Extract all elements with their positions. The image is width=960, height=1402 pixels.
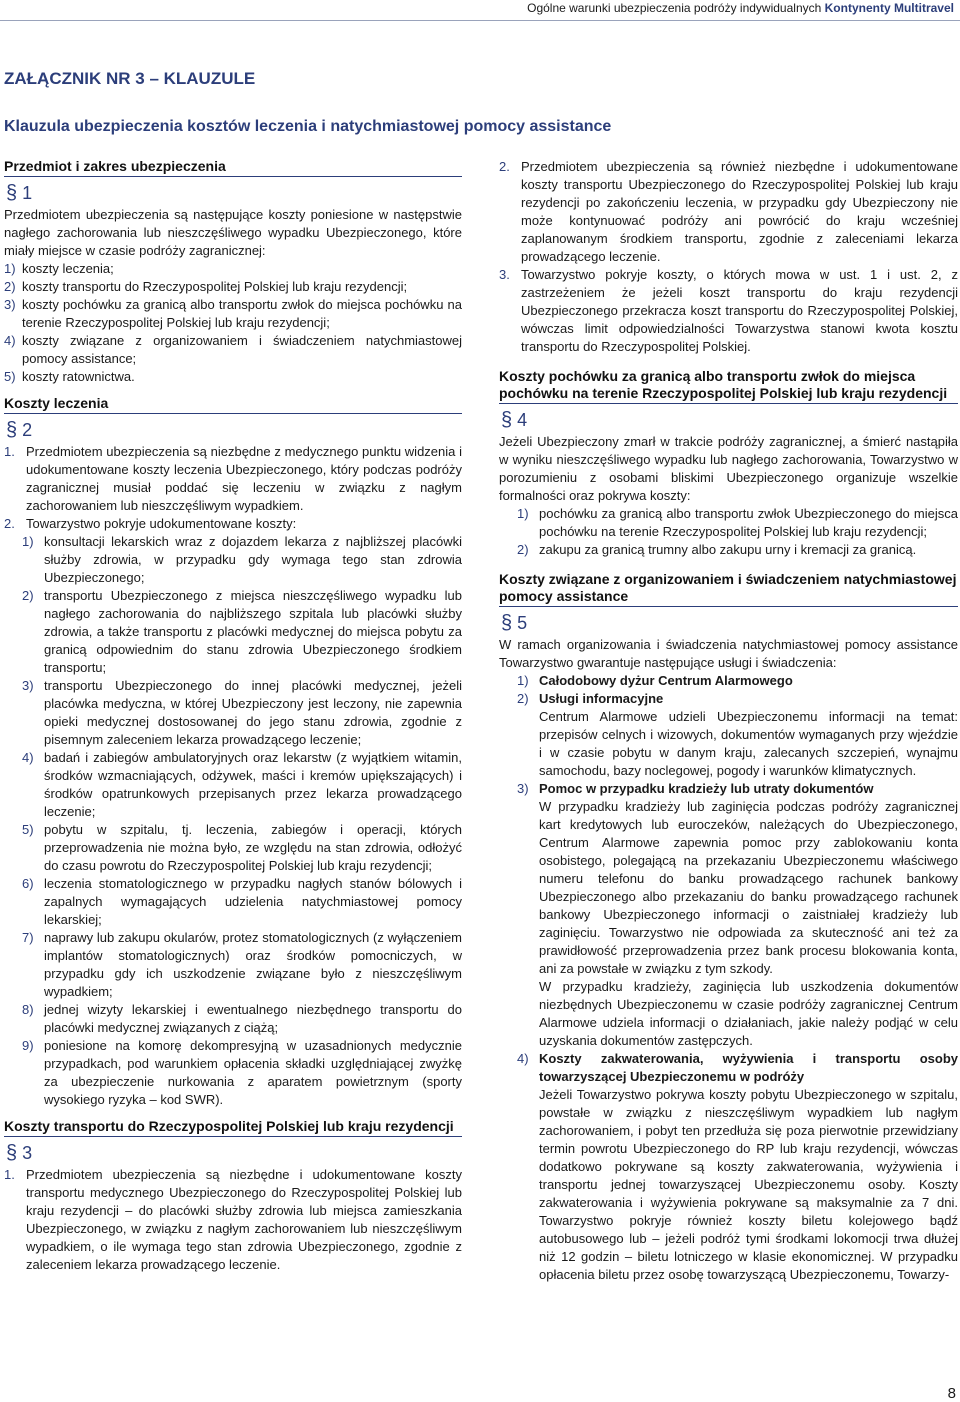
list-item bbox=[499, 672, 958, 690]
list-item bbox=[4, 1037, 462, 1109]
paragraph-2-sublist bbox=[4, 533, 462, 1109]
paragraph-number-5: § 5 bbox=[501, 612, 528, 634]
list-item bbox=[4, 296, 462, 332]
list-item bbox=[4, 260, 462, 278]
list-item-number: 4) bbox=[4, 333, 16, 348]
list-item-number: 2) bbox=[22, 588, 34, 603]
paragraph-number-4: § 4 bbox=[501, 409, 528, 431]
paragraph-5-list bbox=[499, 672, 958, 1284]
list-item bbox=[4, 332, 462, 368]
list-item-text: pochówku za granicą albo transportu zwłok Ubezpieczonego do miejsca pochówku na terenie Rzeczypospolitej Polskiej lub kraju rezydencji; bbox=[539, 506, 958, 539]
list-item-number: 2) bbox=[517, 542, 529, 557]
list-item-number: 5) bbox=[4, 369, 16, 384]
list-item-heading: Usługi informacyjne bbox=[539, 691, 664, 706]
section-heading-transport: Koszty transportu do Rzeczypospolitej Polskiej lub kraju rezydencji bbox=[4, 1118, 462, 1137]
list-item: 1. Przedmiotem ubezpieczenia są niezbędne i udokumentowane koszty transportu medycznego Ubezpieczonego do Rzeczypospolitej Polskiej lub kraju rezydencji – do placówki służby zdrowia lub miejsca zamieszkania Ubezpieczonego, w związku z nagłym zachorowaniem lub nieszczęśliwym wypadkiem, o ile wymaga tego stan zdrowia Ubezpieczonego, zgodnie z zaleceniem lekarza prowadzącego leczenie. bbox=[4, 1167, 462, 1272]
header-rule bbox=[0, 20, 960, 21]
paragraph-1-intro: Przedmiotem ubezpieczenia są następujące koszty poniesione w następstwie nagłego zachorowania lub nieszczęśliwego wypadku Ubezpieczonego, które miały miejsce w czasie podróży zagranicznej: bbox=[4, 207, 462, 258]
header-product: Kontynenty Multitravel bbox=[824, 1, 954, 15]
list-item-text: transportu Ubezpieczonego z miejsca nieszczęśliwego wypadku lub nagłego zachorowania do najbliższego szpitala lub placówki służby zdrowia, a także transportu z placówki medycznej do miejsca pobytu za granicą odpowiednim do stanu zdrowia Ubezpieczonego środkiem transportu; bbox=[44, 588, 462, 675]
list-item-number: 2) bbox=[517, 691, 529, 706]
list-item-number: 7) bbox=[22, 930, 34, 945]
list-item-number: 1) bbox=[517, 673, 529, 688]
list-item-number: 4) bbox=[517, 1051, 529, 1066]
page-title: ZAŁĄCZNIK NR 3 – KLAUZULE bbox=[4, 69, 256, 88]
list-item-number: 3) bbox=[517, 781, 529, 796]
list-item-text: jednej wizyty lekarskiej i ewentualnego niezbędnego transportu do placówki medycznej związanych z ciążą; bbox=[44, 1002, 462, 1035]
list-item bbox=[4, 875, 462, 929]
list-item: 1. Przedmiotem ubezpieczenia są niezbędne z medycznego punktu widzenia i udokumentowane koszty leczenia Ubezpieczonego, który podczas podróży zagranicznej musiał poddać się leczeniu w związku z nagłym zachorowaniem lub nieszczęśliwym wypadkiem. bbox=[4, 444, 462, 513]
list-item bbox=[4, 278, 462, 296]
left-column bbox=[4, 158, 462, 1274]
list-item bbox=[499, 505, 958, 541]
paragraph-5-intro: W ramach organizowania i świadczenia natychmiastowej pomocy assistance Towarzystwo gwarantuje następujące usługi i świadczenia: bbox=[499, 637, 958, 670]
list-item-text: koszty transportu do Rzeczypospolitej Polskiej lub kraju rezydencji; bbox=[22, 279, 408, 294]
list-item-number: 4) bbox=[22, 750, 34, 765]
list-item-text: leczenia stomatologicznego w przypadku nagłych stanów bólowych i zapalnych wymagających udzielenia natychmiastowej pomocy lekarskiej; bbox=[44, 876, 462, 927]
right-column bbox=[499, 158, 958, 1284]
paragraph-4-intro: Jeżeli Ubezpieczony zmarł w trakcie podróży zagranicznej, a śmierć nastąpiła w wyniku nieszczęśliwego wypadku lub nagłego zachorowania, Towarzystwo w porozumieniu z osobami bliskimi Ubezpieczonego organizuje wszelkie formalności oraz pokrywa koszty: bbox=[499, 434, 958, 503]
paragraph-number-3: § 3 bbox=[6, 1142, 33, 1164]
page-number: 8 bbox=[947, 1385, 956, 1402]
list-item bbox=[4, 821, 462, 875]
header-text: Ogólne warunki ubezpieczenia podróży indywidualnych bbox=[527, 1, 822, 15]
paragraph-number-2: § 2 bbox=[6, 419, 33, 441]
paragraph-4-list bbox=[499, 505, 958, 559]
list-item-text: naprawy lub zakupu okularów, protez stomatologicznych (z wyłączeniem implantów stomatologicznych) oraz środków pomocniczych, w przypadku gdy ich uszkodzenie związane było z nieszczęśliwym wypadkiem; bbox=[44, 930, 462, 999]
list-item-paragraph: W przypadku kradzieży, zaginięcia lub uszkodzenia dokumentów niezbędnych Ubezpieczonemu w czasie podróży zagranicznej Centrum Alarmowe udziela informacji o działaniach, jakie należy podjąć w celu uzyskania dokumentów zastępczych. bbox=[539, 979, 958, 1048]
list-item-paragraph: Jeżeli Towarzystwo pokrywa koszty pobytu Ubezpieczonego w szpitalu, powstałe w związku z nieszczęśliwym wypadkiem lub nagłym zachorowaniem, i pobyt ten przedłuża się poza pierwotnie przewidziany termin powrotu Ubezpieczonego do RP lub kraju rezydencji, wówczas dodatkowo pokrywane są koszty zakwaterowania, wyżywienia i transportu jednej towarzyszącej Ubezpieczonemu osoby. Koszty zakwaterowania i wyżywienia pokrywane są maksymalnie za 7 dni. Towarzystwo pokryje również koszty biletu kolejowego bądź autobusowego lub – jeżeli podróż tymi środkami lokomocji trwa dłużej niż 12 godzin – biletu lotniczego w klasie ekonomicznej. W przypadku opłacenia biletu przez osobę towarzyszącą Ubezpieczonemu, Towarzy- bbox=[539, 1087, 958, 1282]
page-subtitle: Klauzula ubezpieczenia kosztów leczenia i natychmiastowej pomocy assistance bbox=[4, 118, 612, 135]
list-item bbox=[4, 677, 462, 749]
list-item-text: koszty ratownictwa. bbox=[22, 369, 135, 384]
paragraph-1-list bbox=[4, 260, 462, 386]
list-item bbox=[4, 587, 462, 677]
list-item: 2. Przedmiotem ubezpieczenia są również niezbędne i udokumentowane koszty transportu Ubezpieczonego do Rzeczypospolitej Polskiej lub kraju rezydencji po zakończeniu leczenia, w przypadku gdy Ubezpieczony nie może kontynuować podróży ani powrócić do kraju wcześniej zaplanowanym środkiem transportu, zgodnie z zaleceniami lekarza prowadzącego leczenie. bbox=[499, 159, 958, 264]
list-item-heading: Całodobowy dyżur Centrum Alarmowego bbox=[539, 673, 793, 688]
list-item-number: 1) bbox=[517, 506, 529, 521]
list-item: 2. Towarzystwo pokryje udokumentowane koszty: bbox=[4, 516, 297, 531]
list-item-number: 8) bbox=[22, 1002, 34, 1017]
list-item-text: pobytu w szpitalu, tj. leczenia, zabiegów i operacji, których przeprowadzenia nie można było, ze względu na stan zdrowia, odłożyć do czasu powrotu do Rzeczypospolitej Polskiej lub kraju rezydencji; bbox=[44, 822, 462, 873]
list-item bbox=[499, 541, 958, 559]
list-item bbox=[4, 1001, 462, 1037]
list-item-text: poniesione na komorę dekompresyjną w uzasadnionych medycznie przypadkach, pod warunkiem opłacenia składki uzględniającej zwyżkę za ubezpieczenie nurkowania z aparatem powietrznym (sporty wysokiego ryzyka – kod SWR). bbox=[44, 1038, 462, 1107]
list-item bbox=[499, 1050, 958, 1284]
list-item-text: koszty pochówku za granicą albo transportu zwłok do miejsca pochówku na terenie Rzeczypospolitej Polskiej lub kraju rezydencji; bbox=[22, 297, 462, 330]
list-item-number: 9) bbox=[22, 1038, 34, 1053]
list-item bbox=[4, 368, 462, 386]
list-item-text: koszty leczenia; bbox=[22, 261, 114, 276]
list-item-number: 3) bbox=[4, 297, 16, 312]
paragraph-number-1: § 1 bbox=[6, 182, 33, 204]
paragraph-3-list-right bbox=[499, 158, 958, 356]
list-item: 3. Towarzystwo pokryje koszty, o których mowa w ust. 1 i ust. 2, z zastrzeżeniem że jeżeli koszt transportu do kraju rezydencji Ubezpieczonego przekracza koszt transportu do Rzeczypospolitej Polskiej, wówczas limit odpowiedzialności Towarzystwa stanowi kwota kosztu transportu do Rzeczypospolitej Polskiej. bbox=[499, 267, 958, 354]
list-item bbox=[499, 690, 958, 780]
list-item-number: 5) bbox=[22, 822, 34, 837]
section-heading-scope: Przedmiot i zakres ubezpieczenia bbox=[4, 158, 462, 177]
list-item-paragraph: W przypadku kradzieży lub zaginięcia podczas podróży zagranicznej kart kredytowych lub euroczeków, należących do Ubezpieczonego, Centrum Alarmowe zapewnia pomoc przy zablokowaniu konta osobistego, polegającą na przekazaniu Ubezpieczonemu właściwego numeru telefonu do banku prowadzącego rachunek bankowy Ubezpieczonego albo przekazaniu do banku prowadzącego rachunek bankowy Ubezpieczonego informacji o zaistniałej kradzieży lub zaginięciu. Towarzystwo nie odpowiada za skuteczność ani też za prawidłowość przeprowadzenia przez bank procesu blokowania konta, ani za powstałe w związku z tym szkody. bbox=[539, 799, 958, 976]
list-item-number: 1) bbox=[4, 261, 16, 276]
section-heading-funeral: Koszty pochówku za granicą albo transportu zwłok do miejsca pochówku na terenie Rzeczypospolitej Polskiej lub kraju rezydencji bbox=[499, 368, 958, 404]
list-item-heading: Pomoc w przypadku kradzieży lub utraty dokumentów bbox=[539, 781, 874, 796]
list-item-number: 6) bbox=[22, 876, 34, 891]
list-item bbox=[4, 749, 462, 821]
list-item-text: koszty związane z organizowaniem i świadczeniem natychmiastowej pomocy assistance; bbox=[22, 333, 462, 366]
list-item bbox=[4, 929, 462, 1001]
paragraph-3-list-left bbox=[4, 1166, 462, 1274]
list-item-text: badań i zabiegów ambulatoryjnych oraz lekarstw (z wyjątkiem witamin, środków wzmacniających, odżywek, maści i kremów upiększających) i środków opatrunkowych przepisanych przez lekarza prowadzącego leczenie; bbox=[44, 750, 462, 819]
paragraph-2-list bbox=[4, 443, 462, 533]
list-item-number: 3) bbox=[22, 678, 34, 693]
list-item-heading: Koszty zakwaterowania, wyżywienia i transportu osoby towarzyszącej Ubezpieczonemu w podróży bbox=[539, 1051, 958, 1084]
section-heading-medical: Koszty leczenia bbox=[4, 395, 462, 414]
list-item-text: transportu Ubezpieczonego do innej placówki medycznej, jeżeli placówka medyczna, w której Ubezpieczony jest leczony, nie zapewnia opieki medycznej dostosowanej do jego stanu zdrowia, zgodnie z pisemnym zaleceniem lekarza prowadzącego leczenie; bbox=[44, 678, 462, 747]
list-item bbox=[4, 533, 462, 587]
list-item-number: 1) bbox=[22, 534, 34, 549]
running-header bbox=[527, 1, 954, 15]
list-item-number: 2) bbox=[4, 279, 16, 294]
list-item-text: konsultacji lekarskich wraz z dojazdem lekarza z najbliższej placówki służby zdrowia, w przypadku gdy wymaga tego stan zdrowia Ubezpieczonego; bbox=[44, 534, 462, 585]
list-item-paragraph: Centrum Alarmowe udzieli Ubezpieczonemu informacji na temat: przepisów celnych i wizowych, dokumentów wymaganych przy wjeździe i w czasie pobytu w danym kraju, zalecanych szczepień, wynajmu samochodu, bazy noclegowej, pogody i warunków klimatycznych. bbox=[539, 709, 958, 778]
list-item bbox=[499, 780, 958, 1050]
section-heading-assistance: Koszty związane z organizowaniem i świadczeniem natychmiastowej pomocy assistance bbox=[499, 571, 958, 607]
list-item-text: zakupu za granicą trumny albo zakupu urny i kremacji za granicą. bbox=[539, 542, 917, 557]
